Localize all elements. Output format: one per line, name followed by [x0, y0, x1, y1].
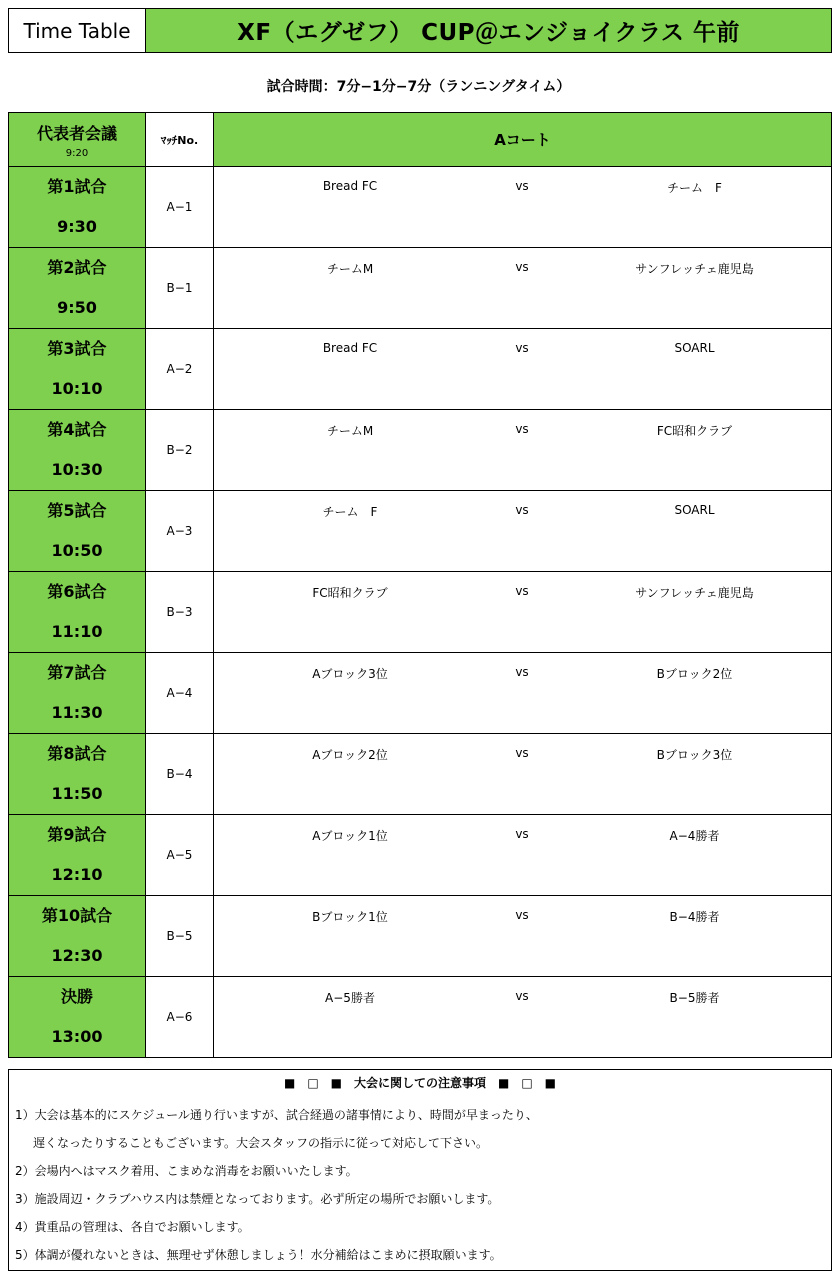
match-no-cell: A−3 — [146, 491, 214, 572]
vs-label: vs — [515, 746, 529, 760]
team-away: B−5勝者 — [669, 991, 720, 1005]
game-cell — [9, 167, 146, 248]
game-time: 12:10 — [51, 865, 103, 884]
game-cell — [9, 653, 146, 734]
teams-cell — [214, 653, 832, 734]
team-home: Aブロック3位 — [312, 667, 388, 681]
note-line: 4）貴重品の管理は、各自でお願いします。 — [15, 1220, 250, 1234]
table-row — [9, 734, 832, 815]
vs-label: vs — [515, 422, 529, 436]
game-cell — [9, 329, 146, 410]
match-no-cell: A−2 — [146, 329, 214, 410]
match-no-cell: B−4 — [146, 734, 214, 815]
team-home: Bread FC — [322, 341, 378, 355]
team-home: Aブロック1位 — [312, 829, 388, 843]
game-label: 第10試合 — [41, 906, 113, 925]
table-row — [9, 491, 832, 572]
vs-label: vs — [515, 503, 529, 517]
match-no-header: ﾏｯﾁNo. — [146, 113, 214, 167]
note-line: 5）体調が優れないときは、無理せず休憩しましょう！水分補給はこまめに摂取願います。 — [15, 1248, 502, 1262]
game-label: 第4試合 — [47, 420, 107, 439]
team-away: Bブロック3位 — [656, 748, 733, 762]
match-no-cell: B−1 — [146, 248, 214, 329]
team-home: Bread FC — [322, 179, 378, 193]
game-label: 第2試合 — [47, 258, 107, 277]
meeting-header — [9, 113, 146, 167]
game-cell — [9, 248, 146, 329]
vs-label: vs — [515, 179, 529, 193]
schedule-header-row — [9, 113, 832, 167]
teams-cell — [214, 410, 832, 491]
note-line: 2）会場内へはマスク着用、こまめな消毒をお願いいたします。 — [15, 1164, 358, 1178]
page-title: XF（エグゼフ） CUP＠エンジョイクラス 午前 — [146, 9, 831, 52]
team-away: サンフレッチェ鹿児島 — [635, 262, 754, 276]
meeting-time: 9:20 — [65, 147, 89, 159]
game-time: 11:30 — [51, 703, 103, 722]
note-line: 1）大会は基本的にスケジュール通り行いますが、試合経過の諸事情により、時間が早まったり、 — [15, 1108, 538, 1122]
game-time: 12:30 — [51, 946, 103, 965]
game-time: 9:30 — [57, 217, 97, 236]
vs-label: vs — [515, 827, 529, 841]
table-row — [9, 977, 832, 1058]
vs-label: vs — [515, 908, 529, 922]
notes-title: ■ □ ■ 大会に関しての注意事項 ■ □ ■ — [283, 1076, 557, 1090]
team-away: FC昭和クラブ — [656, 424, 733, 438]
match-no-cell: B−5 — [146, 896, 214, 977]
team-away: A−4勝者 — [669, 829, 720, 843]
vs-label: vs — [515, 260, 529, 274]
vs-label: vs — [515, 989, 529, 1003]
match-no-cell: A−4 — [146, 653, 214, 734]
table-row — [9, 248, 832, 329]
notes-box — [8, 1069, 832, 1271]
note-line: 3）施設周辺・クラブハウス内は禁煙となっております。必ず所定の場所でお願いします。 — [15, 1192, 500, 1206]
note-line: 遅くなったりすることもございます。大会スタッフの指示に従って対応して下さい。 — [33, 1136, 489, 1150]
game-label: 第6試合 — [47, 582, 107, 601]
team-away: Bブロック2位 — [656, 667, 733, 681]
teams-cell — [214, 167, 832, 248]
game-label: 第8試合 — [47, 744, 107, 763]
team-away: チーム F — [667, 181, 722, 195]
team-home: Aブロック2位 — [312, 748, 388, 762]
court-header: Aコート — [214, 113, 832, 167]
match-no-cell: B−3 — [146, 572, 214, 653]
team-home: チームM — [326, 424, 374, 438]
team-home: FC昭和クラブ — [312, 586, 388, 600]
game-cell — [9, 977, 146, 1058]
schedule-table — [8, 112, 832, 1058]
teams-cell — [214, 572, 832, 653]
table-row — [9, 815, 832, 896]
game-cell — [9, 734, 146, 815]
vs-label: vs — [515, 584, 529, 598]
header — [8, 8, 832, 53]
game-time: 9:50 — [57, 298, 97, 317]
team-away: B−4勝者 — [669, 910, 720, 924]
game-time: 10:30 — [51, 460, 103, 479]
teams-cell — [214, 491, 832, 572]
team-away: SOARL — [674, 503, 715, 517]
game-label: 第7試合 — [47, 663, 107, 682]
game-label: 第5試合 — [47, 501, 107, 520]
game-time: 10:10 — [51, 379, 103, 398]
table-row — [9, 572, 832, 653]
game-cell — [9, 491, 146, 572]
team-home: A−5勝者 — [325, 991, 375, 1005]
game-cell — [9, 410, 146, 491]
team-away: SOARL — [674, 341, 715, 355]
game-label: 第1試合 — [47, 177, 107, 196]
table-row — [9, 653, 832, 734]
game-cell — [9, 896, 146, 977]
table-row — [9, 896, 832, 977]
match-no-cell: B−2 — [146, 410, 214, 491]
schedule-body — [9, 167, 832, 1058]
game-cell — [9, 572, 146, 653]
team-away: サンフレッチェ鹿児島 — [635, 586, 754, 600]
table-row — [9, 329, 832, 410]
game-label: 第3試合 — [47, 339, 107, 358]
teams-cell — [214, 815, 832, 896]
teams-cell — [214, 329, 832, 410]
time-table-label: Time Table — [9, 9, 146, 52]
match-duration-note: 試合時間：7分−1分−7分（ランニングタイム） — [266, 79, 571, 95]
match-no-cell: A−5 — [146, 815, 214, 896]
team-home: チームM — [326, 262, 374, 276]
team-home: チーム F — [322, 505, 378, 519]
teams-cell — [214, 734, 832, 815]
vs-label: vs — [515, 665, 529, 679]
teams-cell — [214, 896, 832, 977]
game-cell — [9, 815, 146, 896]
game-time: 10:50 — [51, 541, 103, 560]
teams-cell — [214, 248, 832, 329]
game-label: 決勝 — [60, 987, 93, 1006]
match-no-cell: A−6 — [146, 977, 214, 1058]
meeting-label: 代表者会議 — [36, 123, 117, 143]
vs-label: vs — [515, 341, 529, 355]
team-home: Bブロック1位 — [312, 910, 388, 924]
game-time: 11:10 — [51, 622, 103, 641]
table-row — [9, 410, 832, 491]
match-no-cell: A−1 — [146, 167, 214, 248]
game-time: 13:00 — [51, 1027, 103, 1046]
table-row — [9, 167, 832, 248]
game-label: 第9試合 — [47, 825, 107, 844]
teams-cell — [214, 977, 832, 1058]
game-time: 11:50 — [51, 784, 103, 803]
